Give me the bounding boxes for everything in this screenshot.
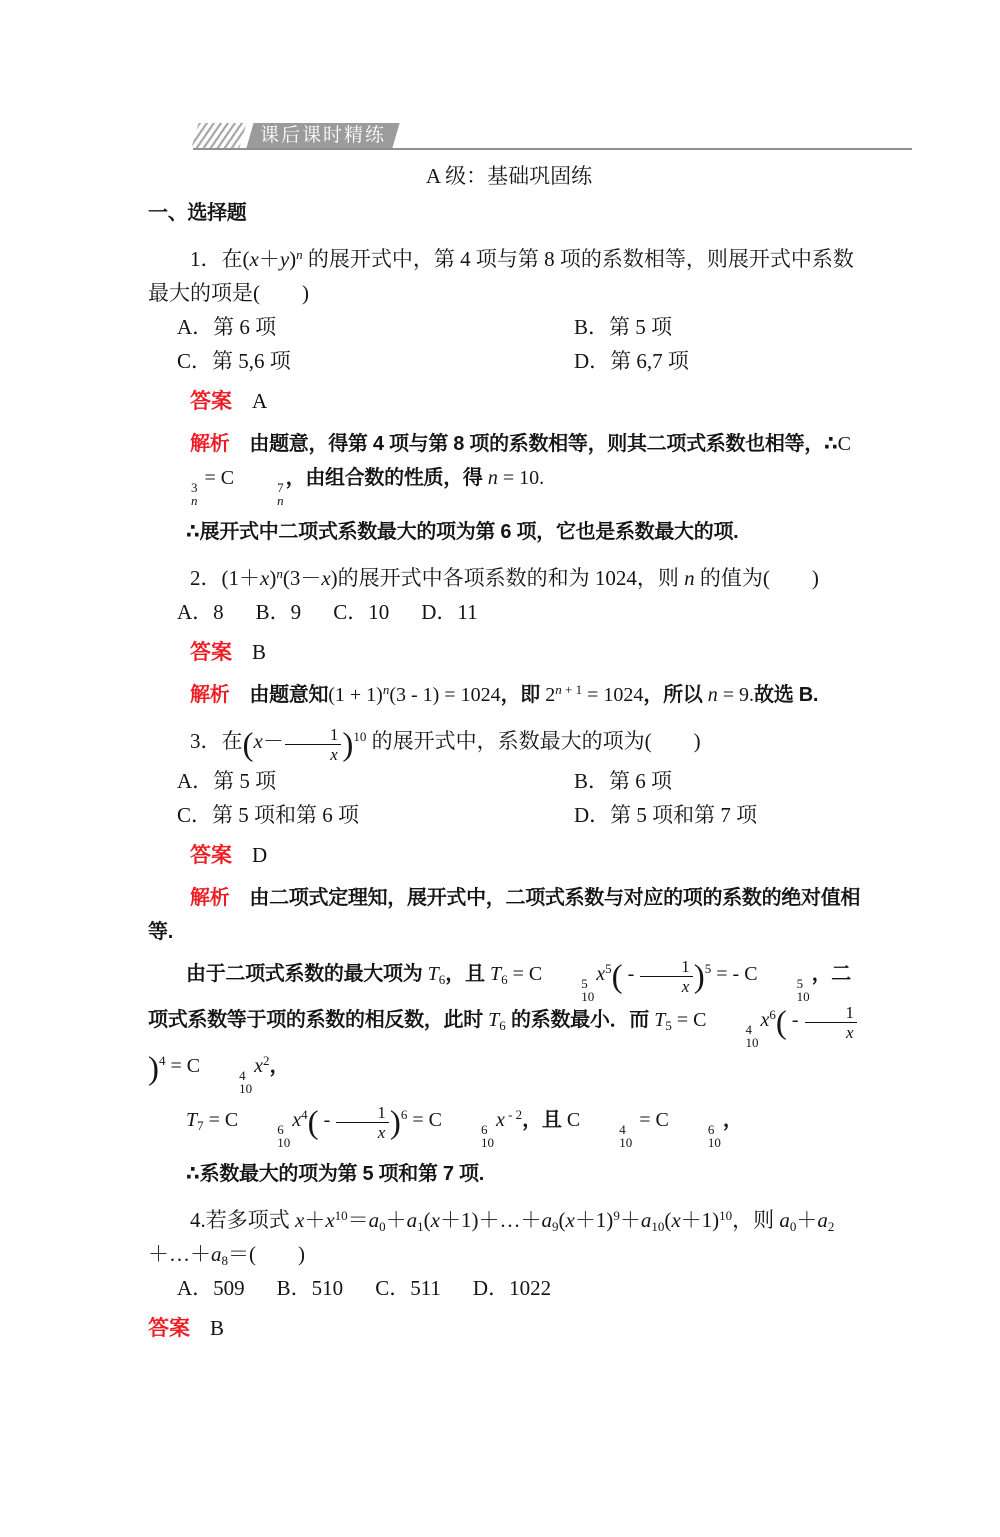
text-run: 由于二项式系数的最大项为	[186, 963, 428, 985]
formula-run: ＋	[796, 1208, 818, 1232]
variable-run: y	[279, 247, 290, 271]
banner-title-box	[246, 123, 399, 148]
formula-run: = C	[671, 1009, 707, 1031]
sup-sub-stack: 6 10	[480, 1122, 494, 1150]
big-paren: )	[148, 1051, 159, 1087]
fraction: $\frac{1}{x}$	[805, 1004, 858, 1042]
formula-run: -	[622, 963, 640, 985]
variable-run: x	[292, 1109, 302, 1131]
option-item: D．第 6,7 项	[574, 349, 689, 373]
formula-run: ＋1)	[574, 1208, 614, 1232]
subscript: 6	[499, 1018, 506, 1033]
question-stem	[148, 724, 870, 764]
questions-body	[148, 242, 870, 1346]
variable-run: T	[427, 963, 439, 985]
formula-run: ＋	[258, 247, 280, 271]
superscript: 10	[334, 1208, 348, 1223]
text-run: 2．(1＋	[190, 566, 260, 590]
subscript: 7	[197, 1118, 204, 1133]
formula-run: = C	[203, 1109, 239, 1131]
variable-run: x	[260, 566, 270, 590]
variable-run: T	[489, 963, 502, 985]
text-run: 4.若多项式	[190, 1208, 295, 1232]
superscript: 6	[769, 1007, 776, 1022]
variable-run: n	[487, 467, 498, 489]
option-item: C．10	[333, 600, 390, 624]
option-item: D．第 5 项和第 7 项	[574, 803, 758, 827]
analysis-label: 解析	[190, 887, 230, 909]
superscript: 2	[263, 1053, 270, 1068]
option-item: A．第 5 项	[177, 769, 277, 793]
big-paren: (	[242, 727, 254, 763]
options-row	[148, 764, 870, 798]
formula-run: (3 - 1) = 1024	[389, 684, 501, 706]
banner-title: 课后课时精练	[259, 125, 386, 146]
big-paren: )	[342, 727, 354, 763]
subscript: 0	[789, 1219, 797, 1234]
text-run: ∴系数最大的项为第 5 项和第 7 项.	[186, 1163, 484, 1185]
variable-run: x	[249, 247, 259, 271]
formula-run: ＋1)	[680, 1208, 720, 1232]
variable-run: a	[779, 1208, 790, 1232]
big-paren: )	[693, 959, 705, 995]
question-stem	[148, 242, 870, 310]
text-run: ，所以	[643, 684, 708, 706]
formula-run: －	[262, 729, 284, 753]
variable-run: a	[817, 1208, 828, 1232]
text-run: ，由组合数的性质，得	[285, 467, 488, 489]
option-item: B．9	[255, 600, 302, 624]
superscript: - 2	[504, 1107, 523, 1122]
superscript: n	[382, 682, 390, 697]
formula-run: ＋1)＋…＋	[439, 1208, 542, 1232]
superscript: 4	[159, 1053, 166, 1068]
formula-run: (3－	[282, 566, 322, 590]
question-stem	[148, 561, 870, 595]
hatch-stripes-icon	[191, 123, 246, 148]
formula-run: = 1024	[582, 684, 644, 706]
analysis-paragraph	[148, 678, 870, 712]
superscript: n + 1	[555, 682, 583, 697]
sup-sub-stack: 4 10	[745, 1022, 759, 1050]
option-item: C．511	[375, 1276, 441, 1300]
big-paren: (	[611, 959, 623, 995]
formula-run: 2	[545, 684, 556, 706]
answer-line	[148, 1311, 870, 1346]
variable-run: x	[295, 1208, 305, 1232]
sup-sub-stack: 7 n	[277, 480, 284, 508]
text-run: 由二项式定理知，展开式中，二项式系数与对应的项的系数的绝对值相等.	[148, 887, 861, 943]
page-content	[0, 161, 1000, 1346]
analysis-label: 解析	[190, 684, 230, 706]
analysis-paragraph	[148, 1103, 870, 1149]
formula-run: ＋	[385, 1208, 407, 1232]
variable-run: a	[368, 1208, 380, 1232]
variable-run: x	[760, 1009, 770, 1031]
subscript: 2	[827, 1219, 835, 1234]
formula-run: (	[558, 1208, 566, 1232]
subscript: 1	[417, 1219, 424, 1234]
formula-run: = C	[165, 1055, 201, 1077]
formula-run: = C	[634, 1109, 669, 1131]
option-item: C．第 5,6 项	[177, 349, 291, 373]
variable-run: a	[541, 1208, 552, 1232]
text-run: 的值为( )	[694, 566, 819, 590]
option-item: A．8	[177, 600, 224, 624]
option-item: C．第 5 项和第 6 项	[177, 803, 360, 827]
formula-run: )	[269, 566, 277, 590]
variable-run: x	[430, 1208, 440, 1232]
text-run: 由题意，得第 4 项与第 8 项的系数相等，则其二项式系数也相等，∴	[249, 433, 838, 455]
formula-run: -	[786, 1009, 804, 1031]
sup-sub-stack: 5 10	[581, 976, 595, 1004]
variable-run: a	[211, 1242, 222, 1266]
formula-run: = C	[407, 1109, 442, 1131]
variable-run: a	[406, 1208, 418, 1232]
variable-run: a	[640, 1208, 652, 1232]
formula-run: = C	[507, 963, 543, 985]
answer-value: A	[252, 389, 268, 413]
variable-run: x	[565, 1208, 575, 1232]
analysis-paragraph	[148, 1157, 870, 1191]
answer-value: D	[252, 843, 268, 867]
analysis-paragraph	[148, 881, 870, 949]
variable-run: x	[325, 1208, 335, 1232]
text-run: ，二项式系数等于项的系数的相反数，此时	[148, 963, 851, 1031]
variable-run: x	[495, 1109, 505, 1131]
answer-label: 答案	[190, 390, 232, 413]
analysis-label: 解析	[190, 433, 230, 455]
analysis-paragraph	[148, 427, 870, 507]
options-row	[148, 310, 870, 344]
superscript: 4	[301, 1107, 308, 1122]
variable-run: x	[254, 1055, 264, 1077]
formula-run: -	[318, 1109, 336, 1131]
grade-heading: A 级：基础巩固练	[425, 164, 593, 188]
text-run: ，	[269, 1055, 290, 1077]
variable-run: x	[596, 963, 606, 985]
formula-run: )	[289, 247, 297, 271]
answer-label: 答案	[148, 1317, 190, 1340]
option-item: A．509	[177, 1276, 245, 1300]
options-row	[148, 344, 870, 378]
options-row	[148, 1271, 870, 1305]
sup-sub-stack: 4 10	[619, 1122, 633, 1150]
question-stem	[148, 1203, 870, 1271]
sup-sub-stack: 6 10	[707, 1122, 721, 1150]
variable-run: x	[671, 1208, 681, 1232]
answer-line	[148, 384, 870, 419]
text-run: 的系数最小．而	[505, 1009, 655, 1031]
formula-run: = 10.	[497, 467, 545, 489]
sup-sub-stack: 4 10	[239, 1068, 253, 1096]
variable-run: T	[186, 1109, 198, 1131]
fraction: $\frac{1}{x}$	[336, 1104, 389, 1142]
formula-run: = C	[199, 467, 235, 489]
superscript: n	[296, 247, 303, 262]
formula-run: ＋	[619, 1208, 641, 1232]
formula-run: = 9.	[717, 684, 755, 706]
superscript: 6	[400, 1107, 408, 1122]
formula-run: = - C	[711, 963, 758, 985]
analysis-paragraph	[148, 515, 870, 549]
formula-run: ＋…＋	[148, 1242, 211, 1266]
text-run: ，则	[732, 1208, 780, 1232]
text-run: 的展开式中各项系数的和为 1024，则	[337, 566, 685, 590]
big-paren: (	[775, 1005, 787, 1041]
superscript: 10	[353, 729, 367, 744]
option-item: A．第 6 项	[177, 315, 277, 339]
formula-run: ＋	[304, 1208, 326, 1232]
subscript: 6	[501, 972, 508, 987]
text-run: ，且	[445, 963, 490, 985]
section-heading: 一、选择题	[148, 202, 247, 224]
text-run: ，且	[522, 1109, 567, 1131]
formula-run: ＝( )	[228, 1242, 305, 1266]
big-paren: )	[389, 1105, 401, 1141]
sup-sub-stack: 6 10	[277, 1122, 291, 1150]
text-run: 1．在(	[190, 247, 250, 271]
variable-run: T	[488, 1009, 500, 1031]
option-item: D．11	[421, 600, 478, 624]
subscript: 0	[379, 1219, 386, 1234]
sup-sub-stack: 3 n	[191, 480, 198, 508]
options-row	[148, 595, 870, 629]
fraction: $\frac{1}{x}$	[640, 958, 693, 996]
answer-label: 答案	[190, 641, 232, 664]
analysis-paragraph	[148, 957, 870, 1095]
superscript: n	[276, 566, 283, 581]
subscript: 9	[551, 1219, 559, 1234]
option-item: B．第 6 项	[574, 769, 673, 793]
formula-run: C	[837, 433, 851, 455]
answer-line	[148, 635, 870, 670]
text-run: 3．在	[190, 729, 243, 753]
formula-run: (	[423, 1208, 431, 1232]
text-run: ，即	[500, 684, 546, 706]
formula-run: (	[664, 1208, 672, 1232]
variable-run: T	[654, 1009, 666, 1031]
formula-run: )	[330, 566, 338, 590]
superscript: 9	[613, 1208, 620, 1223]
big-paren: (	[307, 1105, 319, 1141]
variable-run: n	[684, 566, 695, 590]
header-banner	[193, 123, 912, 150]
answer-label: 答案	[190, 844, 232, 867]
subscript: 8	[221, 1253, 228, 1268]
superscript: 5	[704, 961, 712, 976]
text-run: 的展开式中，第 4 项与第 8 项的系数相等，则展开式中系数最大的项是( )	[148, 247, 854, 305]
variable-run: n	[707, 684, 718, 706]
option-item: B．510	[276, 1276, 344, 1300]
text-run: 的展开式中，系数最大的项为( )	[366, 729, 701, 753]
formula-run: C	[566, 1109, 581, 1131]
options-row	[148, 798, 870, 832]
answer-value: B	[252, 640, 267, 664]
subscript: 6	[438, 972, 446, 987]
formula-run: ＝	[347, 1208, 369, 1232]
variable-run: x	[253, 729, 263, 753]
text-run: ，	[722, 1109, 743, 1131]
subscript: 10	[651, 1219, 665, 1234]
fraction: $\frac{1}{x}$	[285, 726, 342, 764]
text-run: 由题意知	[249, 684, 329, 706]
text-run: ∴展开式中二项式系数最大的项为第 6 项，它也是系数最大的项.	[186, 521, 739, 543]
answer-value: B	[210, 1316, 225, 1340]
subscript: 5	[665, 1018, 672, 1033]
text-run: 故选 B.	[754, 684, 819, 706]
answer-line	[148, 838, 870, 873]
formula-run: (1 + 1)	[328, 684, 383, 706]
sup-sub-stack: 5 10	[796, 976, 810, 1004]
option-item: D．1022	[472, 1276, 552, 1300]
superscript: 5	[605, 961, 612, 976]
variable-run: x	[321, 566, 331, 590]
superscript: 10	[719, 1208, 733, 1223]
option-item: B．第 5 项	[574, 315, 673, 339]
